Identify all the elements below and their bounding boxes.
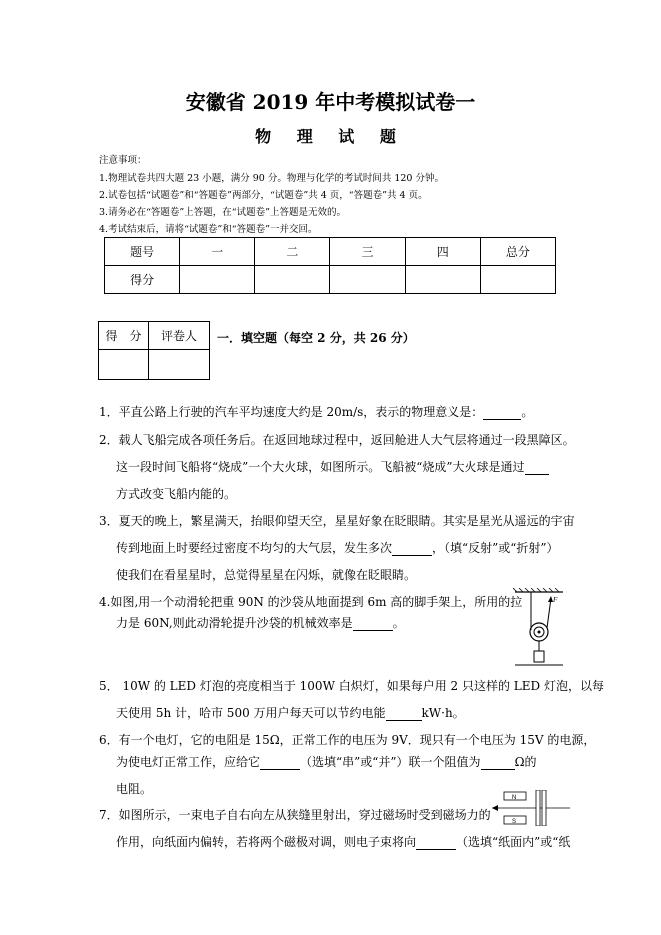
question-2-text: 这一段时间飞船将“烧成”一个大火球，如图所示。飞船被“烧成”大火球是通过: [116, 460, 525, 474]
question-6-line-2: [116, 753, 537, 770]
notice-item-1: 1.物理试卷共四大题 23 小题，满分 90 分。物理与化学的考试时间共 120 分钟。: [99, 173, 444, 184]
force-label: F: [553, 596, 558, 604]
answer-blank[interactable]: [416, 835, 456, 850]
grader-score-label: 得 分: [99, 322, 149, 350]
question-5-line-1: 5． 10W 的 LED 灯泡的亮度相当于 100W 白炽灯，如果每户用 2 只这样的 LED 灯泡，以每: [99, 679, 604, 693]
question-6-line-3: 电阻。: [116, 782, 153, 796]
question-4-line-2: [116, 614, 405, 631]
score-cell[interactable]: [330, 266, 405, 294]
score-row-label: 得分: [105, 266, 180, 294]
magnet-figure: [492, 790, 572, 826]
question-4-end: 。: [392, 616, 405, 630]
grader-table: [98, 321, 210, 380]
notice-item-3: 3.请务必在“答题卷”上答题，在“试题卷”上答题是无效的。: [99, 207, 346, 218]
magnet-n-label: N: [512, 795, 517, 801]
question-4-line-1: 4.如图,用一个动滑轮把重 90N 的沙袋从地面提到 6m 高的脚手架上，所用的拉: [99, 595, 523, 609]
answer-blank[interactable]: [353, 616, 393, 631]
question-5-text: 天使用 5h 计，哈市 500 万用户每天可以节约电能: [116, 706, 386, 720]
question-7-hint: （选填“纸面内”或“纸: [456, 835, 571, 849]
score-cell[interactable]: [180, 266, 255, 294]
grader-name-label: 评卷人: [148, 322, 209, 350]
magnet-s-label: S: [512, 819, 517, 825]
grader-name-cell[interactable]: [148, 350, 209, 380]
question-6-text: 为使电灯正常工作，应给它: [116, 755, 261, 769]
answer-blank[interactable]: [392, 541, 432, 556]
score-header-4: 四: [405, 238, 480, 266]
question-2-line-2: [116, 458, 549, 475]
question-6-hint: （选填“串”或“并”）联一个阻值为: [300, 755, 481, 769]
answer-blank[interactable]: [260, 755, 300, 770]
score-header-total: 总分: [480, 238, 555, 266]
question-3-line-2: [116, 539, 559, 556]
notice-heading: 注意事项：: [99, 155, 147, 166]
score-header-1: 一: [180, 238, 255, 266]
score-header-2: 二: [255, 238, 330, 266]
score-header-3: 三: [330, 238, 405, 266]
section-title: 一．填空题（每空 2 分，共 26 分）: [217, 331, 415, 345]
exam-title: 安徽省 2019 年中考模拟试卷一: [185, 90, 476, 114]
question-4-text: 力是 60N,则此动滑轮提升沙袋的机械效率是: [116, 616, 353, 630]
question-7-line-2: [116, 833, 570, 850]
notice-item-4: 4.考试结束后，请将“试题卷”和“答题卷”一并交回。: [99, 224, 318, 235]
question-1-text: 1．平直公路上行驶的汽车平均速度大约是 20m/s，表示的物理意义是：: [99, 405, 484, 419]
answer-blank[interactable]: [525, 460, 549, 475]
question-6-line-1: 6．有一个电灯，它的电阻是 15Ω，正常工作的电压为 9V．现只有一个电压为 15V 的电源，: [99, 733, 596, 747]
answer-blank[interactable]: [483, 405, 521, 420]
question-3-line-1: 3．夏天的晚上，繁星满天，抬眼仰望天空，星星好象在眨眼睛。其实是星光从遥远的宇宙: [99, 514, 575, 528]
question-5-unit: kW·h。: [421, 706, 465, 720]
question-1: [99, 403, 533, 420]
score-header-number: 题号: [105, 238, 180, 266]
question-1-end: 。: [521, 405, 534, 419]
grader-score-cell[interactable]: [99, 350, 149, 380]
question-7-line-1: 7．如图所示，一束电子自右向左从狭缝里射出，穿过磁场时受到磁场力的: [99, 808, 491, 822]
score-cell[interactable]: [255, 266, 330, 294]
notice-item-2: 2.试卷包括“试题卷”和“答题卷”两部分，“试题卷”共 4 页，“答题卷”共 4 页。: [99, 190, 428, 201]
answer-blank[interactable]: [481, 755, 515, 770]
score-cell[interactable]: [405, 266, 480, 294]
answer-blank[interactable]: [386, 706, 422, 721]
pulley-figure: [513, 588, 565, 670]
exam-subtitle: 物 理 试 题: [255, 127, 406, 146]
score-table: [104, 237, 556, 294]
question-5-line-2: [116, 704, 465, 721]
question-6-unit: Ω的: [514, 755, 537, 769]
question-3-line-3: 使我们在看星星时，总觉得星星在闪烁，就像在眨眼睛。: [116, 568, 417, 582]
question-3-hint: ，（填“反射”或“折射”）: [432, 541, 559, 555]
question-3-text: 传到地面上时要经过密度不均匀的大气层，发生多次: [116, 541, 393, 555]
score-cell[interactable]: [480, 266, 555, 294]
question-2-line-3: 方式改变飞船内能的。: [116, 487, 237, 501]
question-2-line-1: 2．载人飞船完成各项任务后。在返回地球过程中，返回舱进人大气层将通过一段黑障区。: [99, 433, 575, 447]
question-7-text: 作用，向纸面内偏转，若将两个磁极对调，则电子束将向: [116, 835, 417, 849]
